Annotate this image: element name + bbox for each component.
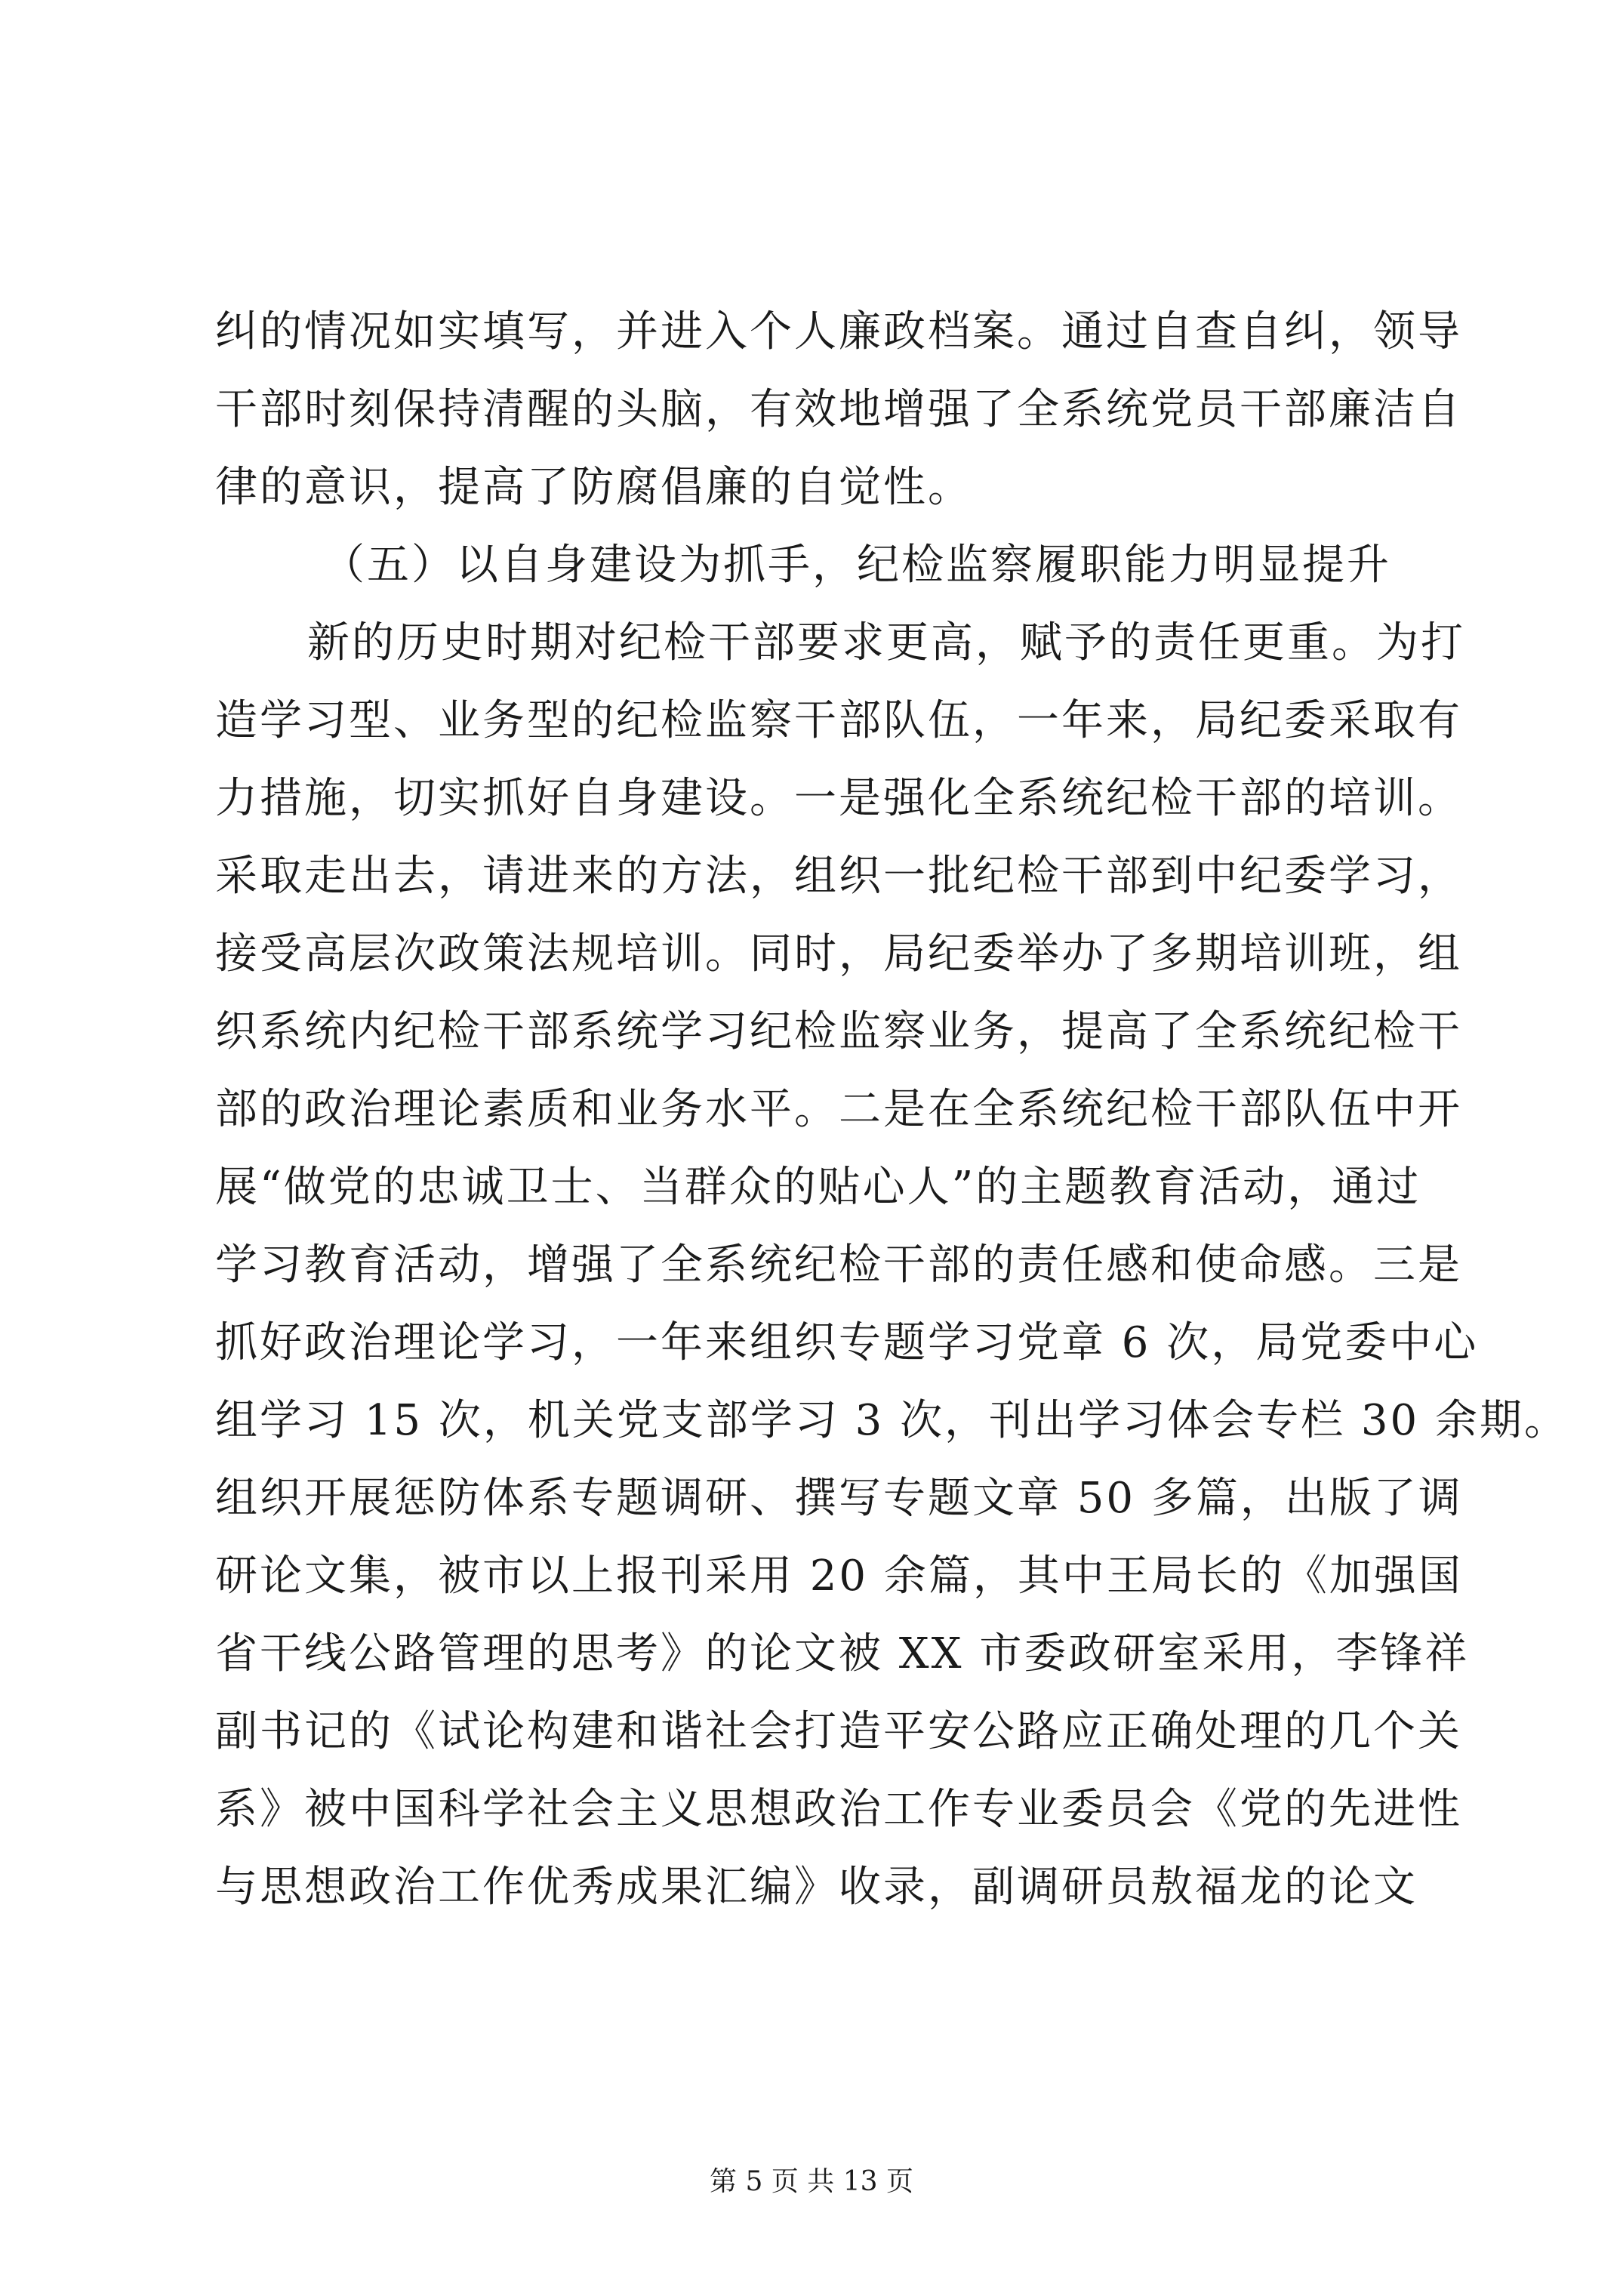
section-heading: （五）以自身建设为抓手，纪检监察履职能力明显提升 — [322, 541, 1391, 590]
page-number-footer: 第 5 页 共 13 页 — [710, 2166, 913, 2197]
paragraph-line: 副书记的《试论构建和谐社会打造平安公路应正确处理的几个关 — [215, 1707, 1462, 1756]
paragraph-line: 省干线公路管理的思考》的论文被 XX 市委政研室采用，李锋祥 — [215, 1629, 1470, 1678]
paragraph-line: 采取走出去，请进来的方法，组织一批纪检干部到中纪委学习， — [215, 852, 1462, 901]
paragraph-line: 律的意识，提高了防腐倡廉的自觉性。 — [215, 463, 972, 512]
paragraph-line: 与思想政治工作优秀成果汇编》收录，副调研员敖福龙的论文 — [215, 1863, 1418, 1912]
paragraph-line: 展“做党的忠诚卫士、当群众的贴心人”的主题教育活动，通过 — [215, 1163, 1421, 1212]
paragraph-line: 纠的情况如实填写，并进入个人廉政档案。通过自查自纠，领导 — [215, 307, 1462, 356]
document-body — [215, 293, 1569, 1926]
paragraph-line: 研论文集，被市以上报刊采用 20 余篇，其中王局长的《加强国 — [215, 1552, 1463, 1601]
paragraph-line: 接受高层次政策法规培训。同时，局纪委举办了多期培训班，组 — [215, 929, 1462, 978]
paragraph-line: 造学习型、业务型的纪检监察干部队伍，一年来，局纪委采取有 — [215, 696, 1462, 745]
paragraph-line: 学习教育活动，增强了全系统纪检干部的责任感和使命感。三是 — [215, 1240, 1462, 1290]
paragraph-line: 组织开展惩防体系专题调研、撰写专题文章 50 多篇，出版了调 — [215, 1474, 1463, 1523]
paragraph-line: 织系统内纪检干部系统学习纪检监察业务，提高了全系统纪检干 — [215, 1007, 1462, 1056]
paragraph-line: 组学习 15 次，机关党支部学习 3 次，刊出学习体会专栏 30 余期。 — [215, 1396, 1569, 1445]
paragraph-line: 抓好政治理论学习，一年来组织专题学习党章 6 次，局党委中心 — [215, 1318, 1479, 1367]
paragraph-line: 部的政治理论素质和业务水平。二是在全系统纪检干部队伍中开 — [215, 1085, 1462, 1134]
paragraph-line: 力措施，切实抓好自身建设。一是强化全系统纪检干部的培训。 — [215, 774, 1462, 823]
paragraph-line: 干部时刻保持清醒的头脑，有效地增强了全系统党员干部廉洁自 — [215, 385, 1462, 434]
paragraph-line: 新的历史时期对纪检干部要求更高，赋予的责任更重。为打 — [307, 618, 1465, 667]
paragraph-line: 系》被中国科学社会主义思想政治工作专业委员会《党的先进性 — [215, 1785, 1462, 1834]
